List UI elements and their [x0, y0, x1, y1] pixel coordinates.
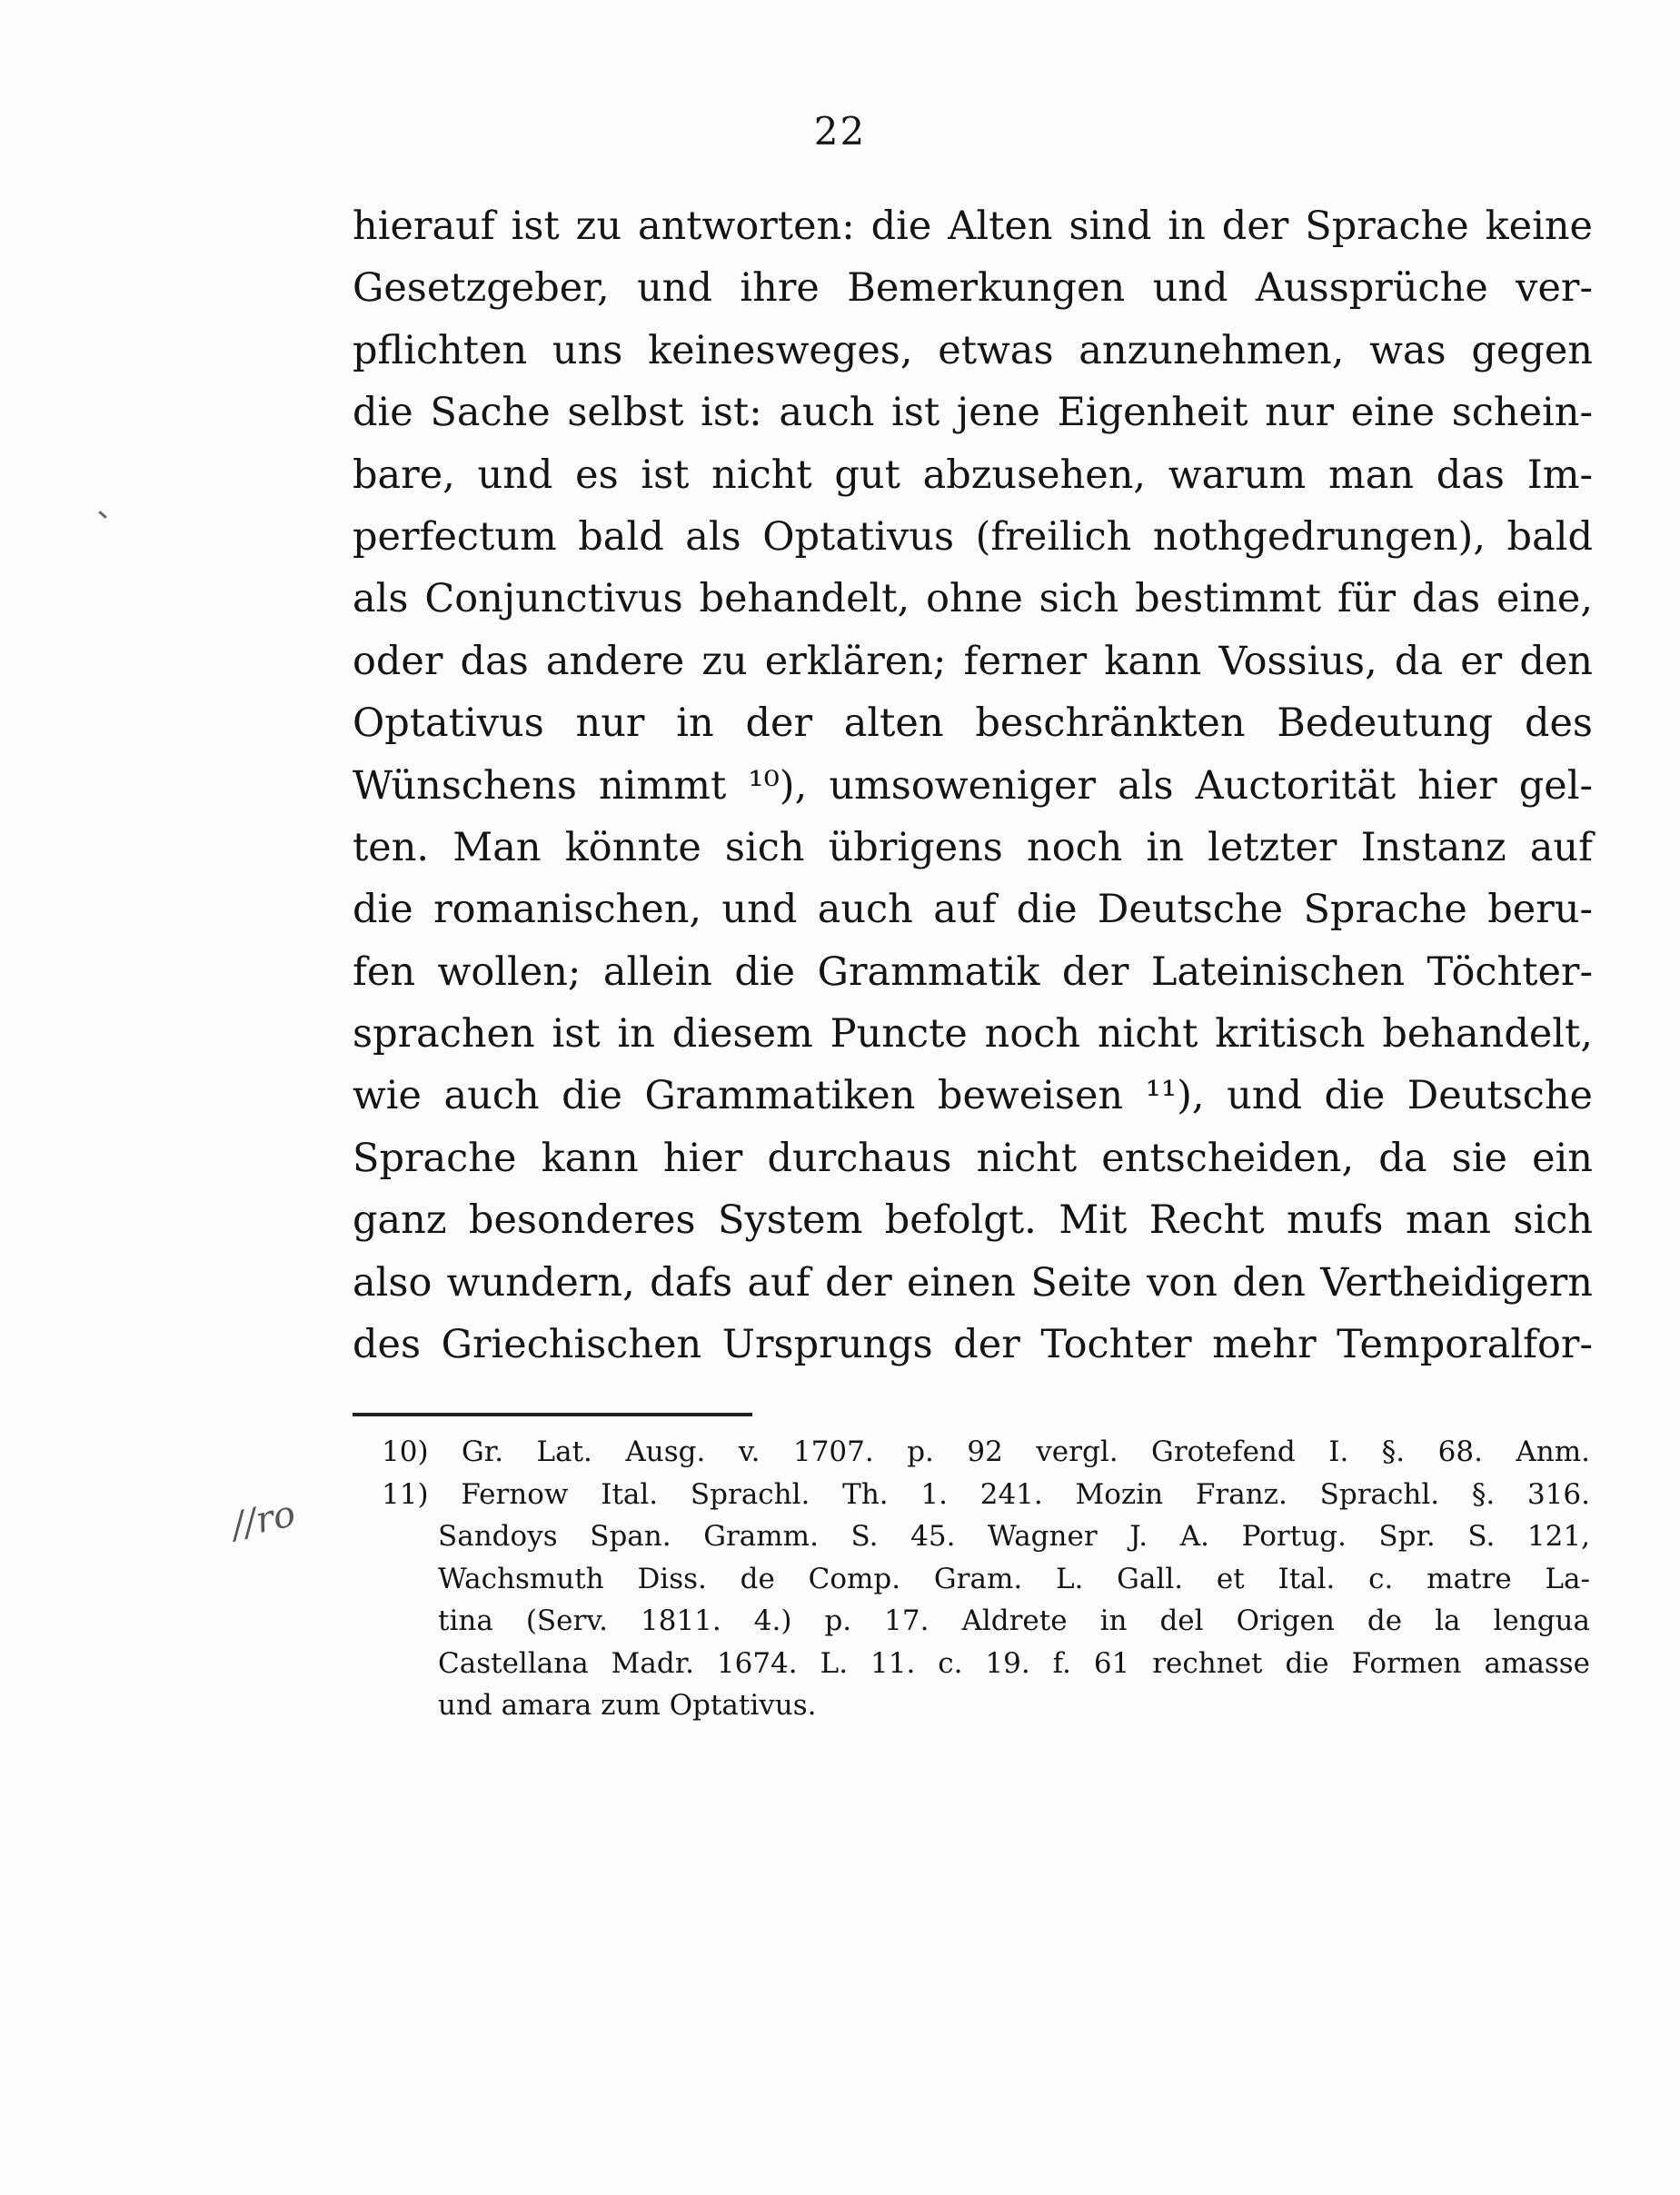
footnotes [382, 1431, 1590, 1727]
body-line-12: die romanischen, und auch auf die Deutsche Sprache beru- [353, 887, 1593, 933]
page-number: 22 [813, 109, 867, 154]
footnote-line-2: 11) Fernow Ital. Sprachl. Th. 1. 241. Mozin Franz. Sprachl. §. 316. [382, 1477, 1590, 1511]
body-line-13: fen wollen; allein die Grammatik der Lateinischen Töchter- [353, 949, 1593, 995]
footnote-line-4: Wachsmuth Diss. de Comp. Gram. L. Gall. et Ital. c. matre La- [438, 1562, 1590, 1595]
body-line-18: also wundern, dafs auf der einen Seite von den Vertheidigern [353, 1259, 1593, 1306]
body-line-2: Gesetzgeber, und ihre Bemerkungen und Aussprüche ver- [353, 265, 1593, 312]
body-text [353, 195, 1593, 1376]
body-line-1: hierauf ist zu antworten: die Alten sind in der Sprache keine [353, 204, 1593, 249]
body-line-8: oder das andere zu erklären; ferner kann Vossius, da er den [353, 638, 1593, 684]
body-line-4: die Sache selbst ist: auch ist jene Eigenheit nur eine schein- [353, 390, 1593, 436]
body-line-10: Wünschens nimmt ¹⁰), umsoweniger als Auctorität hier gel- [353, 762, 1593, 809]
body-line-6: perfectum bald als Optativus (freilich nothgedrungen), bald [353, 513, 1593, 560]
body-line-5: bare, und es ist nicht gut abzusehen, warum man das Im- [353, 452, 1593, 498]
body-line-7: als Conjunctivus behandelt, ohne sich bestimmt für das eine, [353, 576, 1593, 622]
footnote-divider [353, 1413, 752, 1416]
body-line-14: sprachen ist in diesem Puncte noch nicht kritisch behandelt, [353, 1011, 1593, 1058]
handwritten-margin-note: //ro [227, 1493, 300, 1547]
body-line-17: ganz besonderes System befolgt. Mit Recht mufs man sich [353, 1197, 1593, 1244]
body-line-9: Optativus nur in der alten beschränkten Bedeutung des [353, 700, 1593, 747]
footnote-line-3: Sandoys Span. Gramm. S. 45. Wagner J. A. Portug. Spr. S. 121, [438, 1520, 1590, 1553]
stray-ink-mark [98, 511, 107, 519]
footnote-line-1: 10) Gr. Lat. Ausg. v. 1707. p. 92 vergl. Grotefend I. §. 68. Anm. [382, 1435, 1590, 1468]
body-line-15: wie auch die Grammatiken beweisen ¹¹), und die Deutsche [353, 1073, 1593, 1119]
body-line-16: Sprache kann hier durchaus nicht entscheiden, da sie ein [353, 1135, 1593, 1181]
body-line-11: ten. Man könnte sich übrigens noch in letzter Instanz auf [353, 824, 1593, 870]
body-line-3: pflichten uns keinesweges, etwas anzunehmen, was gegen [353, 327, 1593, 373]
footnote-line-5: tina (Serv. 1811. 4.) p. 17. Aldrete in del Origen de la lengua [438, 1604, 1590, 1637]
footnote-line-6: Castellana Madr. 1674. L. 11. c. 19. f. 61 rechnet die Formen amasse [438, 1646, 1590, 1680]
footnote-line-7: und amara zum Optativus. [438, 1689, 817, 1722]
body-line-19: des Griechischen Ursprungs der Tochter mehr Temporalfor- [353, 1322, 1593, 1368]
